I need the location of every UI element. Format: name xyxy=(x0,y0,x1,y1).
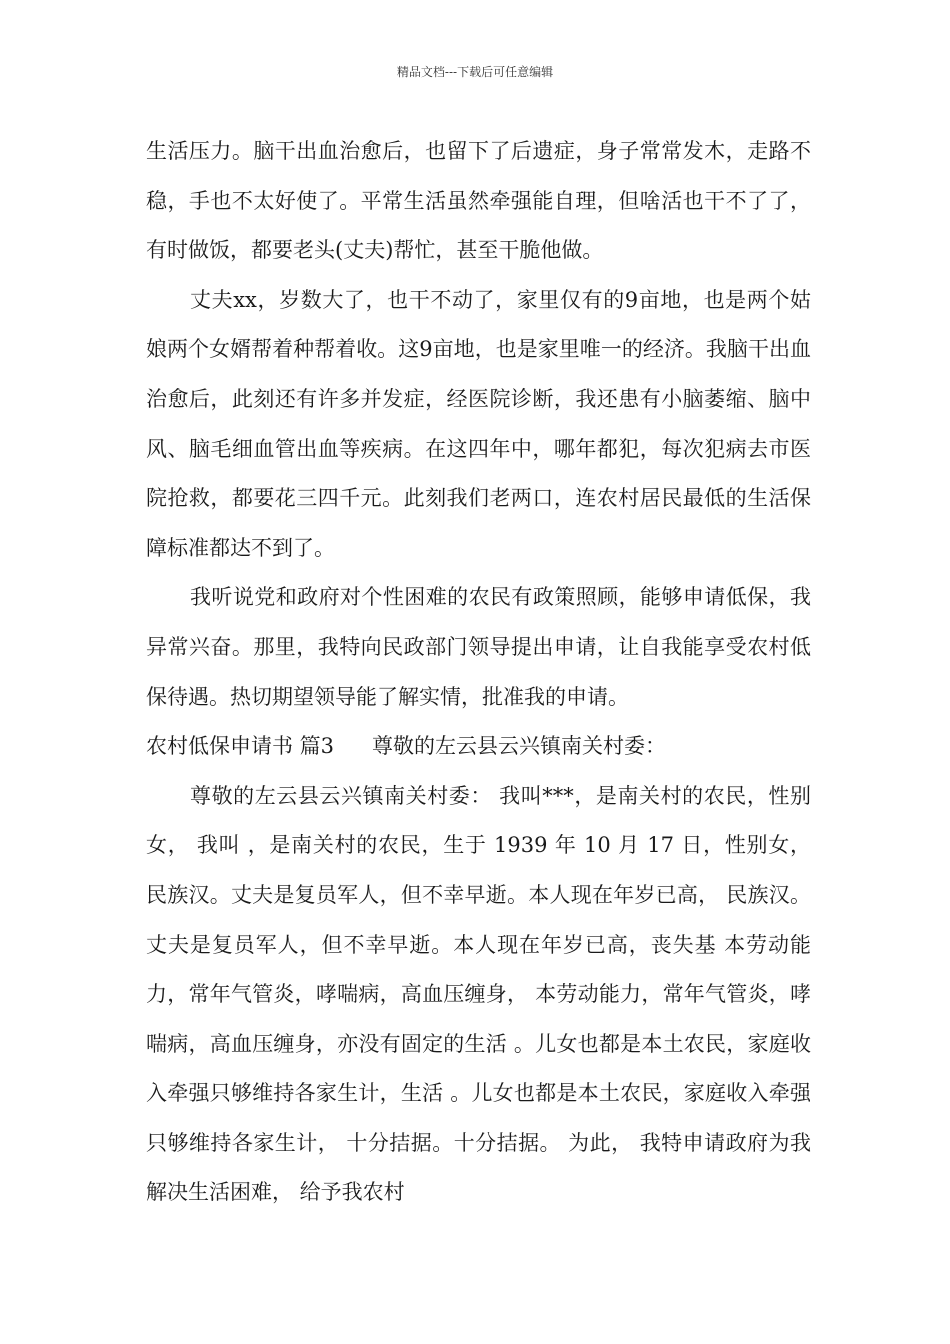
document-body xyxy=(146,127,811,1218)
section-title: 农村低保申请书 篇3 xyxy=(146,734,335,759)
section-heading xyxy=(146,722,811,772)
paragraph-2: 丈夫xx，岁数大了，也干不动了，家里仅有的9亩地，也是两个姑娘两个女婿帮着种帮着收。这9亩地，也是家里唯一的经济。我脑干出血治愈后，此刻还有许多并发症，经医院诊断，我还患有小脑萎缩、脑中风、脑毛细血管出血等疾病。在这四年中，哪年都犯，每次犯病去市医院抢救，都要花三四千元。此刻我们老两口，连农村居民最低的生活保障标准都达不到了。 xyxy=(146,287,811,560)
paragraph-1: 生活压力。脑干出血治愈后，也留下了后遗症，身子常常发木，走路不稳，手也不太好使了。平常生活虽然牵强能自理，但啥活也干不了了，有时做饭，都要老头(丈夫)帮忙，甚至干脆他做。 xyxy=(146,139,811,263)
paragraph-4: 尊敬的左云县云兴镇南关村委： 我叫***，是南关村的农民，性别女， 我叫 ，是南关村的农民，生于 1939 年 10 月 17 日，性别女， 民族汉。丈夫是复员军人，但不幸早逝。本人现在年岁已高， 民族汉。丈夫是复员军人，但不幸早逝。本人现在年岁已高，丧失基 本劳动能力，常年气管炎，哮喘病，高血压缠身， 本劳动能力，常年气管炎，哮喘病，高血压缠身，亦没有固定的生活 。儿女也都是本土农民，家庭收入牵强只够维持各家生计，生活 。儿女也都是本土农民，家庭收入牵强只够维持各家生计， 十分拮据。十分拮据。 为此， 我特申请政府为我解决生活困难， 给予我农村 xyxy=(146,783,811,1205)
section-addressee: 尊敬的左云县云兴镇南关村委： xyxy=(372,734,667,759)
paragraph-3: 我听说党和政府对个性困难的农民有政策照顾，能够申请低保，我异常兴奋。那里，我特向民政部门领导提出申请，让自我能享受农村低保待遇。热切期望领导能了解实情，批准我的申请。 xyxy=(146,585,811,709)
page-header: 精品文档---下载后可任意编辑 xyxy=(396,65,554,79)
